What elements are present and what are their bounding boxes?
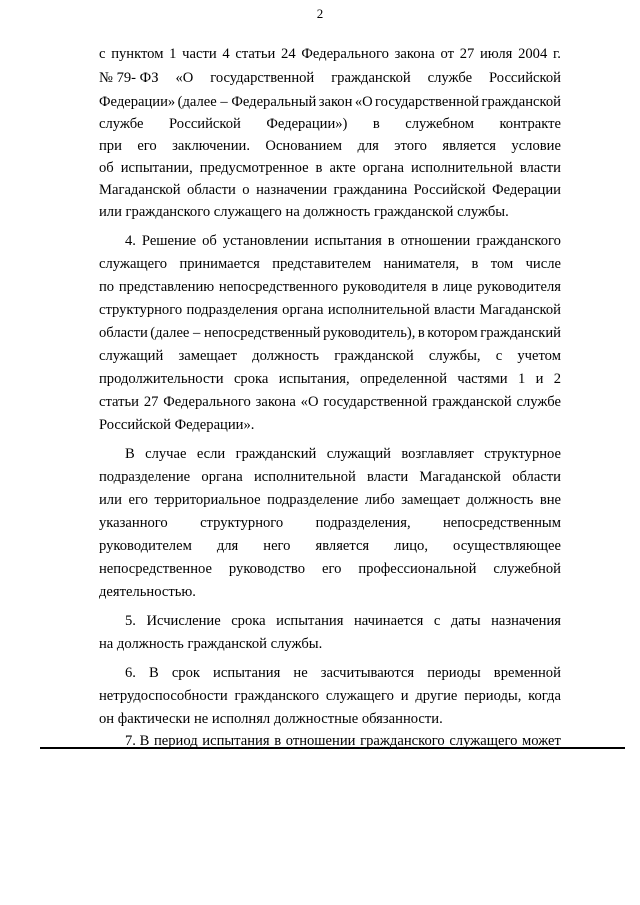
- word: июля: [480, 46, 513, 62]
- word: службе: [427, 70, 473, 86]
- word: 4.: [125, 233, 136, 249]
- word: срока: [233, 371, 269, 387]
- word: может: [522, 733, 561, 749]
- word: руководителя: [477, 279, 561, 295]
- word: не: [293, 665, 308, 681]
- word: срока: [231, 613, 266, 629]
- text-line: [99, 512, 561, 534]
- word: государственной: [375, 94, 480, 110]
- word: указанного: [99, 515, 168, 531]
- word: гражданского: [234, 688, 320, 704]
- word: закон: [318, 94, 353, 110]
- word: 1: [517, 371, 526, 387]
- word: является: [442, 138, 496, 154]
- word: непосредственным: [442, 515, 561, 531]
- text-line: на должность гражданской службы.: [99, 636, 323, 652]
- word: периоды,: [464, 688, 522, 704]
- text-line: [99, 43, 561, 65]
- word: руководитель),: [323, 325, 416, 341]
- word: г.: [552, 46, 561, 62]
- word: представителем: [272, 256, 372, 272]
- word: контракте: [499, 116, 561, 132]
- word: осуществляющее: [453, 538, 561, 554]
- word: закона: [255, 394, 296, 410]
- word: 27: [459, 46, 475, 62]
- word: структурного: [99, 302, 183, 318]
- word: службе: [516, 394, 561, 410]
- word: 2004: [518, 46, 548, 62]
- word: представлению: [118, 279, 215, 295]
- word: предусмотренное: [199, 160, 309, 176]
- word: испытания: [213, 665, 281, 681]
- word: гражданской: [432, 394, 512, 410]
- word: в: [471, 256, 479, 272]
- word: Российской: [489, 70, 561, 86]
- text-line: [99, 466, 561, 488]
- word: установлении: [222, 233, 309, 249]
- word: гражданского: [360, 733, 445, 749]
- word: Федерации»): [266, 116, 348, 132]
- word: в: [431, 279, 439, 295]
- word: «О: [354, 94, 373, 110]
- word: 6.: [125, 665, 136, 681]
- word: исполнительной: [411, 160, 513, 176]
- word: числе: [525, 256, 561, 272]
- text-line: [99, 135, 561, 157]
- word: нанимателя,: [383, 256, 460, 272]
- word: замещает: [401, 492, 460, 508]
- word: в: [417, 325, 425, 341]
- word: для: [357, 138, 379, 154]
- word: продолжительности: [99, 371, 224, 387]
- word: органа: [201, 469, 243, 485]
- word: области: [512, 469, 561, 485]
- word: его: [128, 492, 148, 508]
- word: в: [387, 233, 395, 249]
- word: и: [535, 371, 544, 387]
- text-line: [99, 157, 561, 179]
- word: отношении: [285, 733, 356, 749]
- text-line: деятельностью.: [99, 584, 196, 600]
- word: служащий: [326, 446, 391, 462]
- word: исполнительной: [253, 469, 356, 485]
- word: либо: [364, 492, 395, 508]
- word: его: [321, 561, 342, 577]
- word: отношении: [400, 233, 471, 249]
- word: подразделения,: [315, 515, 411, 531]
- word: назначения: [491, 613, 561, 629]
- text-line: [99, 345, 561, 367]
- word: гражданской: [334, 348, 414, 364]
- word: подразделение: [267, 492, 359, 508]
- text-line: [99, 368, 561, 390]
- word: Федерального: [301, 46, 389, 62]
- word: руководство: [228, 561, 306, 577]
- word: структурное: [484, 446, 561, 462]
- text-line: [99, 489, 561, 511]
- word: служебном: [405, 116, 474, 132]
- word: 2: [553, 371, 561, 387]
- word: этого: [394, 138, 427, 154]
- word: когда: [528, 688, 561, 704]
- text-line: [125, 443, 561, 465]
- word: власти: [519, 160, 561, 176]
- word: по: [99, 279, 115, 295]
- word: Основанием: [265, 138, 343, 154]
- word: подразделения: [186, 302, 278, 318]
- word: непосредственного: [218, 279, 339, 295]
- word: структурного: [200, 515, 284, 531]
- word: об: [99, 160, 114, 176]
- word: 7. В: [125, 733, 150, 749]
- word: государственной: [323, 394, 428, 410]
- word: для: [216, 538, 239, 554]
- word: Исчисление: [146, 613, 221, 629]
- word: лицо,: [394, 538, 429, 554]
- word: засчитываются: [320, 665, 415, 681]
- text-line: [125, 610, 561, 632]
- word: Российской: [413, 182, 486, 198]
- word: территориальное: [154, 492, 261, 508]
- text-line: [99, 91, 561, 113]
- word: служащий: [99, 348, 164, 364]
- word: области: [187, 182, 236, 198]
- word: «О: [175, 70, 194, 86]
- word: испытания: [202, 733, 270, 749]
- word: при: [99, 138, 122, 154]
- word: (далее – непосредственный: [150, 325, 321, 341]
- word: власти: [367, 469, 409, 485]
- text-line: или гражданского служащего на должность гражданской службы.: [99, 204, 509, 220]
- word: Магаданской: [419, 469, 501, 485]
- word: вне: [539, 492, 561, 508]
- word: должность: [252, 348, 320, 364]
- word: исполнительной: [327, 302, 430, 318]
- word: принимается: [179, 256, 260, 272]
- word: Федерации»: [99, 94, 176, 110]
- word: статьи: [235, 46, 276, 62]
- word: гражданской: [331, 70, 411, 86]
- word: нетрудоспособности: [99, 688, 228, 704]
- word: определенной: [359, 371, 448, 387]
- word: службы,: [428, 348, 481, 364]
- word: том: [490, 256, 514, 272]
- word: органа: [362, 160, 405, 176]
- page-number: 2: [316, 6, 324, 21]
- word: служащего: [99, 256, 168, 272]
- word: В: [149, 665, 159, 681]
- word: 5.: [125, 613, 136, 629]
- word: Решение: [141, 233, 197, 249]
- word: его: [137, 138, 157, 154]
- word: (далее – Федеральный: [177, 94, 317, 110]
- text-line: [99, 558, 561, 580]
- word: является: [315, 538, 370, 554]
- word: возглавляет: [401, 446, 474, 462]
- word: акте: [329, 160, 356, 176]
- text-line: [99, 685, 561, 707]
- word: лице: [443, 279, 473, 295]
- word: 27: [143, 394, 159, 410]
- word: о: [242, 182, 250, 198]
- word: с: [99, 46, 106, 62]
- word: Магаданской: [479, 302, 561, 318]
- word: с: [433, 613, 441, 629]
- word: и: [400, 688, 409, 704]
- word: подразделение: [99, 469, 191, 485]
- word: него: [263, 538, 291, 554]
- word: или: [99, 492, 122, 508]
- word: Федерации: [492, 182, 561, 198]
- word: об: [202, 233, 217, 249]
- text-line: [99, 535, 561, 557]
- word: другие: [415, 688, 458, 704]
- text-line: [99, 113, 561, 135]
- word: испытания: [276, 613, 344, 629]
- word: В: [125, 446, 135, 462]
- word: № 79- ФЗ: [99, 70, 159, 86]
- word: должность: [466, 492, 534, 508]
- word: назначении: [256, 182, 328, 198]
- word: органа: [282, 302, 324, 318]
- text-line: [125, 662, 561, 684]
- word: статьи: [99, 394, 139, 410]
- word: профессиональной: [358, 561, 477, 577]
- word: гражданского: [476, 233, 561, 249]
- word: власти: [433, 302, 476, 318]
- word: службе: [99, 116, 144, 132]
- word: Российской: [168, 116, 241, 132]
- word: непосредственное: [99, 561, 212, 577]
- word: условие: [511, 138, 561, 154]
- word: «О: [300, 394, 319, 410]
- word: начинается: [353, 613, 424, 629]
- page-bottom-rule: [40, 747, 625, 749]
- text-line: [99, 276, 561, 298]
- word: период: [153, 733, 198, 749]
- word: руководителя: [342, 279, 427, 295]
- word: в: [274, 733, 282, 749]
- word: государственной: [210, 70, 315, 86]
- text-line: [99, 322, 561, 344]
- word: от: [440, 46, 454, 62]
- word: Федерального: [163, 394, 251, 410]
- text-line: [99, 253, 561, 275]
- text-line: [99, 299, 561, 321]
- word: испытании,: [120, 160, 193, 176]
- word: области: [99, 325, 148, 341]
- word: заключении.: [172, 138, 250, 154]
- word: 1: [169, 46, 177, 62]
- word: Магаданской: [99, 182, 181, 198]
- word: служащего: [325, 688, 394, 704]
- word: в: [372, 116, 380, 132]
- word: срок: [171, 665, 200, 681]
- word: в: [315, 160, 323, 176]
- word: закона: [394, 46, 435, 62]
- text-line: он фактически не исполнял должностные обязанности.: [99, 711, 443, 727]
- text-line: [125, 230, 561, 252]
- word: если: [196, 446, 226, 462]
- word: служебной: [493, 561, 561, 577]
- word: испытания,: [278, 371, 350, 387]
- text-line: [99, 67, 561, 89]
- word: котором: [427, 325, 478, 341]
- word: учетом: [517, 348, 561, 364]
- word: служащего: [449, 733, 518, 749]
- word: руководителем: [99, 538, 192, 554]
- word: гражданский: [480, 325, 561, 341]
- word: даты: [450, 613, 481, 629]
- word: случае: [145, 446, 187, 462]
- text-line: [99, 179, 561, 201]
- word: с: [495, 348, 503, 364]
- word: периоды: [427, 665, 481, 681]
- word: 24: [281, 46, 296, 62]
- word: части: [182, 46, 217, 62]
- word: испытания: [314, 233, 382, 249]
- word: частями: [457, 371, 508, 387]
- text-line: Российской Федерации».: [99, 417, 255, 433]
- word: гражданский: [235, 446, 317, 462]
- word: замещает: [178, 348, 237, 364]
- word: 4: [222, 46, 230, 62]
- word: пунктом: [111, 46, 164, 62]
- word: гражданской: [481, 94, 561, 110]
- word: временной: [493, 665, 561, 681]
- text-line: [99, 391, 561, 413]
- word: гражданина: [333, 182, 408, 198]
